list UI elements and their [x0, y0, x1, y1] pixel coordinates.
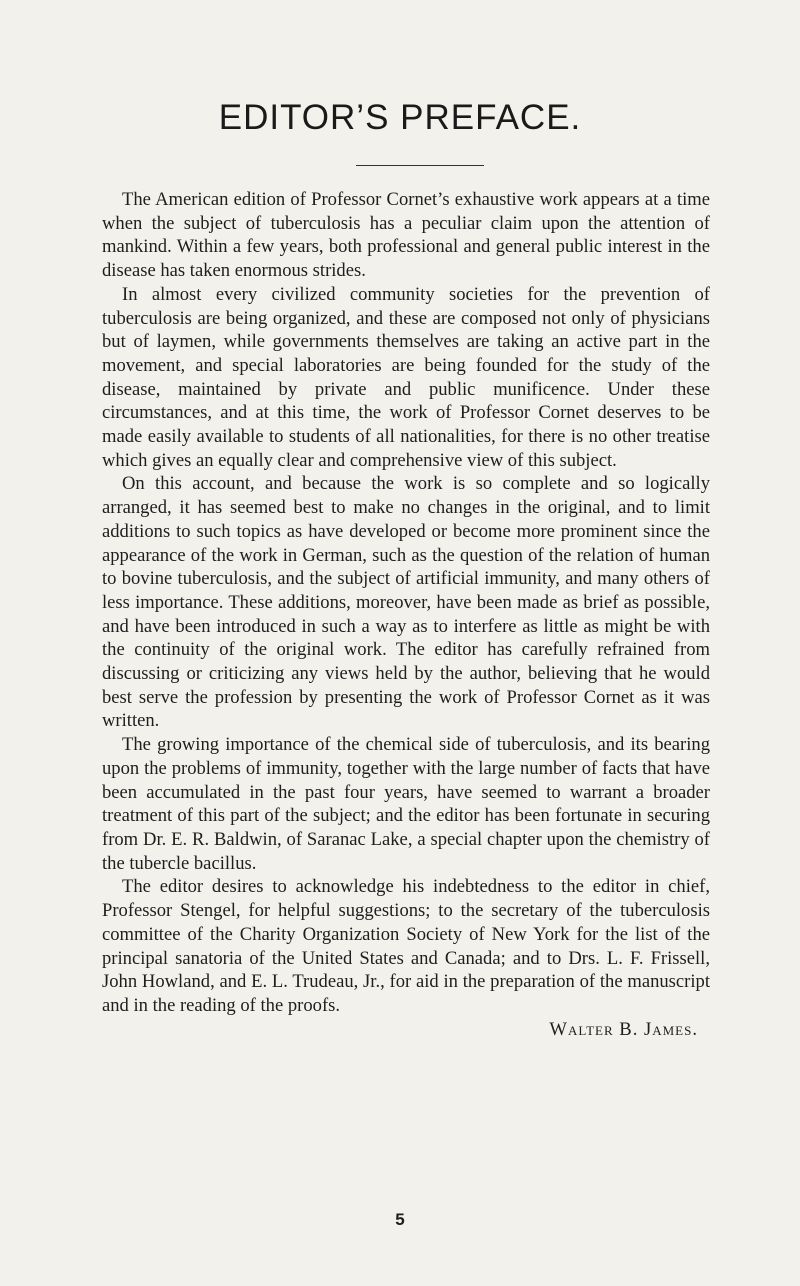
signature: Walter B. James.: [549, 1018, 698, 1040]
paragraph: In almost every civilized community societies for the prevention of tuberculosis are being organized, and these are composed not only of physicians but of laymen, while governments themselves are taking an active part in the movement, and special laboratories are being founded for the study of the disease, maintained by private and public munificence. Under these circumstances, and at this time, the work of Professor Cornet deserves to be made easily available to students of all nationalities, for there is no other treatise which gives an equally clear and comprehensive view of this subject.: [102, 283, 710, 471]
paragraph: On this account, and because the work is so complete and so logically arranged, it has seemed best to make no changes in the original, and to limit additions to such topics as have developed or become more prominent since the appearance of the work in German, such as the question of the relation of human to bovine tuberculosis, and the subject of artificial immunity, and many others of less importance. These additions, moreover, have been made as brief as possible, and have been introduced in such a way as to interfere as little as might be with the continuity of the original work. The editor has carefully refrained from discussing or criticizing any views held by the author, believing that he would best serve the profession by presenting the work of Professor Cornet as it was written.: [102, 473, 710, 732]
paragraph: The American edition of Professor Cornet’s exhaustive work appears at a time when the subject of tuberculosis has a peculiar claim upon the attention of mankind. Within a few years, both professional and general public interest in the disease has taken enormous strides.: [102, 189, 710, 282]
page-number: 5: [395, 1210, 405, 1229]
page-title: EDITOR’S PREFACE.: [218, 98, 582, 137]
paragraph: The editor desires to acknowledge his indebtedness to the editor in chief, Professor Stengel, for helpful suggestions; to the secretary of the tuberculosis committee of the Charity Organization Society of New York for the list of the principal sanatoria of the United States and Canada; and to Drs. L. F. Frissell, John Howland, and E. L. Trudeau, Jr., for aid in the preparation of the manuscript and in the reading of the proofs.: [102, 876, 710, 1016]
preface-body: [102, 188, 710, 1041]
title-rule: [356, 165, 484, 166]
paragraph: The growing importance of the chemical side of tuberculosis, and its bearing upon the problems of immunity, together with the large number of facts that have been accumulated in the past four years, have seemed to warrant a broader treatment of this part of the subject; and the editor has been fortunate in securing from Dr. E. R. Baldwin, of Saranac Lake, a special chapter upon the chemistry of the tubercle bacillus.: [102, 734, 710, 874]
